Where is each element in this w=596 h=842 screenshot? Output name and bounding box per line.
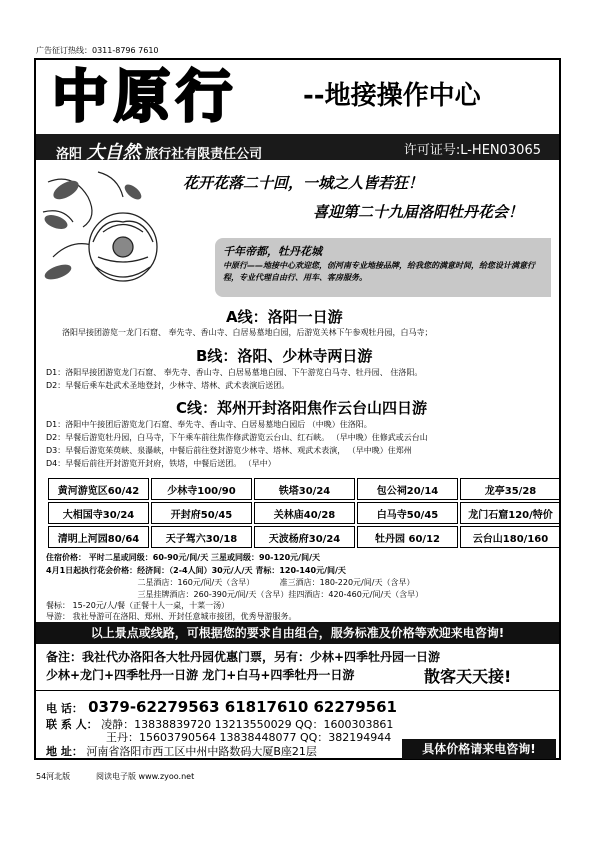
company-band [36,134,559,163]
consult-box: 具体价格请来电咨询! [402,739,556,759]
table-row [48,478,561,500]
daily-tours: 散客天天接! [424,667,512,686]
festival-price-2: 二星酒店：160元/间/天（含早） 准三酒店：180-220元/间/天（含早） [46,578,415,587]
table-row [48,502,561,524]
phone-numbers: 0379-62279563 61817610 62279561 [88,698,397,716]
intro-text: 中原行——地接中心欢迎您，创河南专业地接品牌，给我您的满意时间，给您设计满意行程，专业代理自由行、用车、客房服务。 [223,261,535,282]
ad-hotline: 广告征订热线：0311-8796 7610 [36,46,159,55]
company-brand: 大自然 [86,142,141,163]
table-row [48,526,561,548]
route-c-day3: D3：早餐后游览茱萸峡、泉瀑峡，中餐后前往登封游览少林寺、塔林、观武术表演， （早中晚）住郑州 [46,446,412,455]
combination-banner: 以上景点或线路，可根据您的要求自由组合，服务标准及价格等欢迎来电咨询! [36,622,559,644]
main-title: 中原行 [52,64,238,130]
route-c-day4: D4：早餐后前往开封游览开封府，铁塔，中餐后送团。 （早中） [46,459,276,468]
route-c-heading: C线：郑州开封洛阳焦作云台山四日游 [176,399,428,417]
contact-person-2: 王丹：15603790564 13838448077 QQ：382194944 [106,731,392,744]
site-cell: 龙亭35/28 [460,478,561,500]
festival-price-3: 三星挂牌酒店：260-390元/间/天（含早）挂四酒店：420-460元/间/天（含早） [46,590,424,599]
route-c-day2: D2：早餐后游览牡丹园，白马寺，下午乘车前往焦作修武游览云台山、红石峡。 （早中晚）住修武或云台山 [46,433,428,442]
site-cell: 白马寺50/45 [357,502,458,524]
company-suffix: 旅行社有限责任公司 [145,147,263,162]
address-label: 地 址： [46,745,83,758]
divider [36,690,559,691]
site-cell: 开封府50/45 [151,502,252,524]
site-cell: 天子驾六30/18 [151,526,252,548]
site-cell: 清明上河园80/64 [48,526,149,548]
slogan-line-1: 花开花落二十回，一城之人皆若狂！ [183,174,424,192]
company-prefix: 洛阳 [56,147,83,162]
intro-heading: 千年帝都，牡丹花城 [223,245,322,258]
address-row [46,743,317,759]
site-cell: 少林寺100/90 [151,478,252,500]
title-subtitle: --地接操作中心 [303,81,481,111]
address-text: 河南省洛阳市西工区中州中路数码大厦B座21层 [86,745,317,758]
site-cell: 牡丹园 60/12 [357,526,458,548]
license-number: 许可证号:L-HEN03065 [403,143,541,158]
contact-label: 联 系 人： [46,718,98,731]
peony-illustration [38,162,178,302]
guide-service: 导游： 我社导游可在洛阳、郑州、开封任意城市接团，优秀导游服务。 [46,612,297,621]
route-c-day1: D1：洛阳中午接团后游览龙门石窟、奉先寺、香山寺、白居易墓地白园后 （中晚）住洛阳。 [46,420,372,429]
note-line-2: 少林+龙门+四季牡丹一日游 龙门+白马+四季牡丹一日游 [46,668,355,682]
route-a-line: 洛阳早接团游览一龙门石窟、 奉先寺、香山寺、白居易墓地白园，后游览关林下午参观牡丹园，白马寺； [62,328,433,337]
phone-label: 电 话： [46,702,83,715]
site-cell: 龙门石窟120/特价 [460,502,561,524]
company-name [56,138,262,164]
site-cell: 云台山180/160 [460,526,561,548]
site-cell: 大相国寺30/24 [48,502,149,524]
route-b-day1: D1：洛阳早接团游览龙门石窟、 奉先寺、香山寺、白居易墓地白园、下午游览白马寺、牡丹园、 住洛阳。 [46,368,423,377]
intro-box [215,238,551,297]
site-cell: 铁塔30/24 [254,478,355,500]
sites-price-table [46,476,563,550]
slogan-line-2: 喜迎第二十九届洛阳牡丹花会！ [313,203,524,221]
site-footer: 阅读电子版 www.zyoo.net [96,772,195,781]
site-cell: 包公祠20/14 [357,478,458,500]
route-b-day2: D2：早餐后乘车赴武术圣地登封，少林寺、塔林、武术表演后送团。 [46,381,290,390]
site-cell: 关林庙40/28 [254,502,355,524]
meal-standard: 餐标： 15-20元/人/餐（正餐十人一桌，十菜一汤） [46,601,230,610]
site-cell: 黄河游览区60/42 [48,478,149,500]
phone-row [46,698,397,716]
lodging-price: 住宿价格： 平时二星或同级：60-90元/间/天 三星或同级：90-120元/间/天 [46,553,320,562]
note-line-1: 备注：我社代办洛阳各大牡丹园优惠门票，另有：少林+四季牡丹园一日游 [46,650,441,664]
route-a-heading: A线：洛阳一日游 [226,308,343,326]
route-b-heading: B线：洛阳、少林寺两日游 [196,347,373,365]
contact-person-1: 凌静：13838839720 13213550029 QQ：1600303861 [101,718,394,731]
festival-price-1: 4月1日起执行花会价格：经济间：（2-4人间）30元/人/天 青标：120-140元/间/天 [46,566,346,575]
site-cell: 天波杨府30/24 [254,526,355,548]
page-number: 54河北版 [36,772,71,781]
